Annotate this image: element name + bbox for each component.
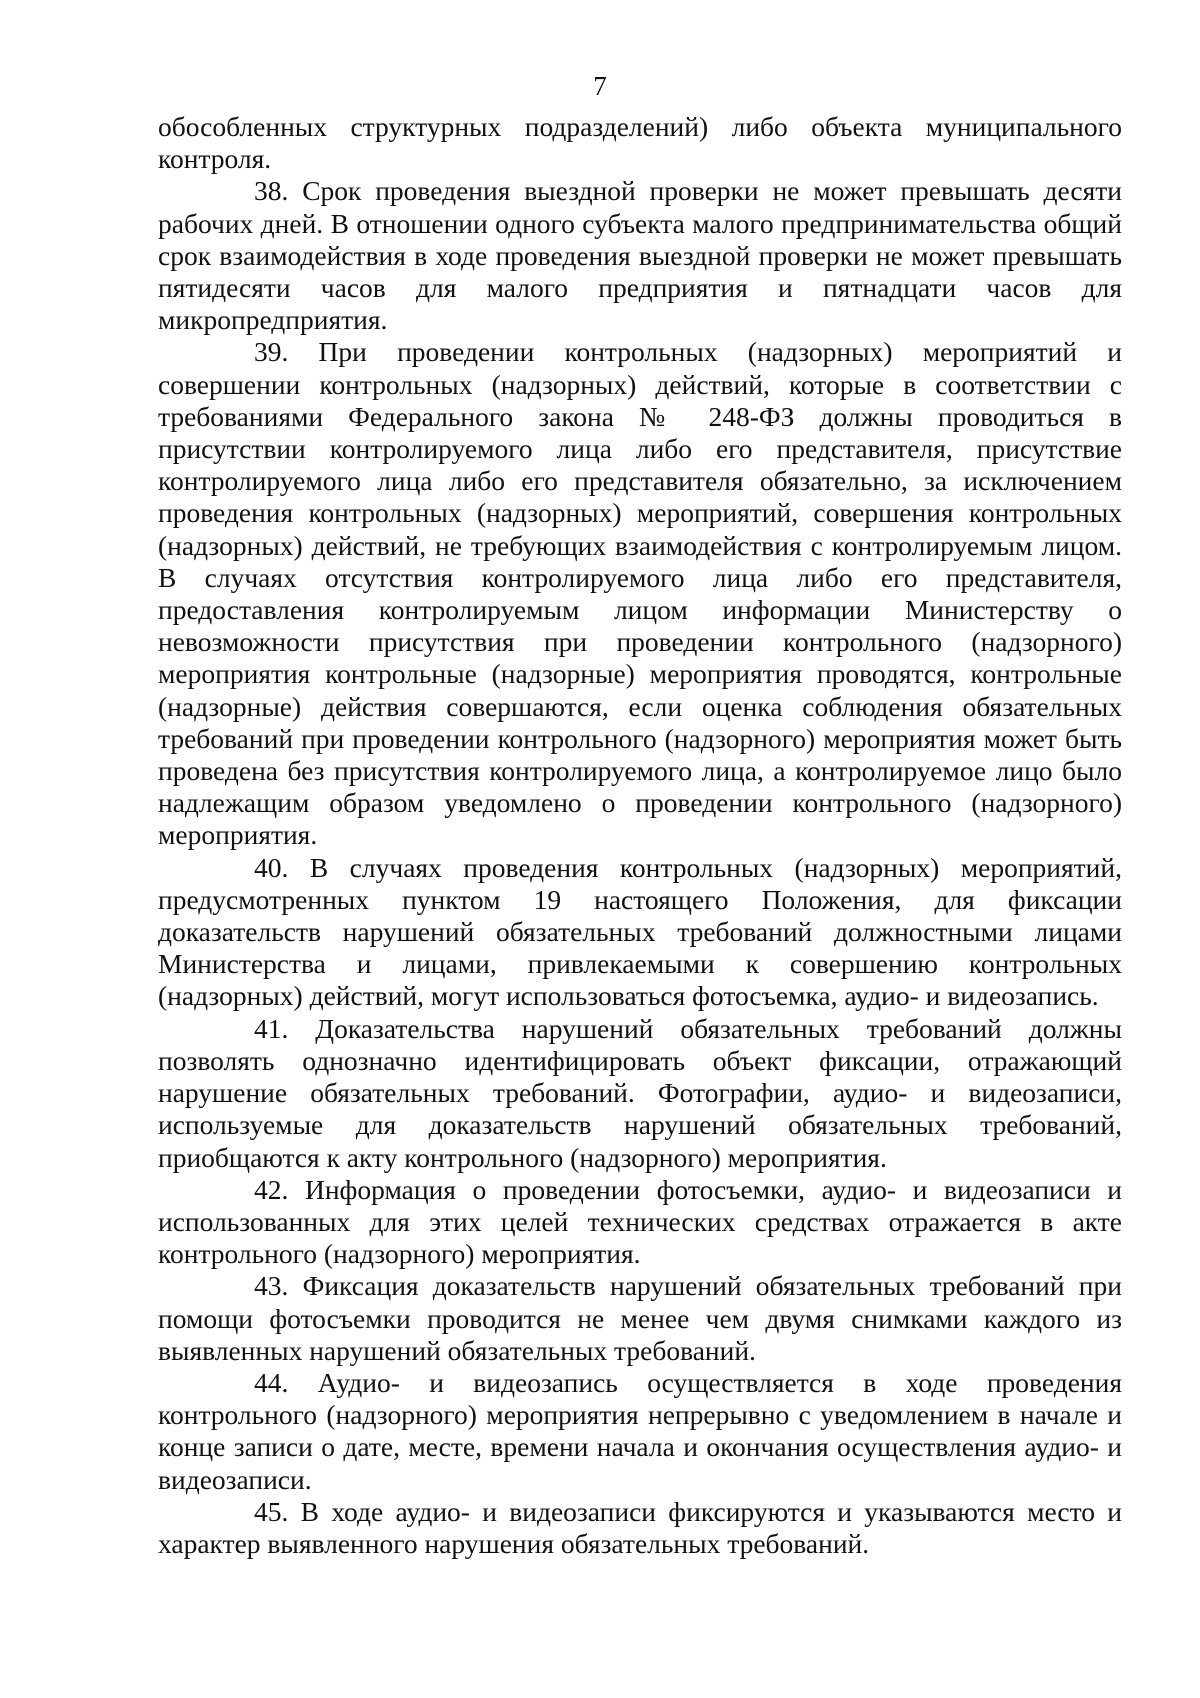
paragraph-40: 40. В случаях проведения контрольных (надзорных) мероприятий, предусмотренных пунктом 19 настоящего Положения, для фиксации доказательств нарушений обязательных требований должностными лицами Министерства и лицами, привлекаемыми к совершению контрольных (надзорных) действий, могут использоваться фотосъемка, аудио- и видеозапись. bbox=[158, 851, 1122, 1012]
paragraph-42: 42. Информация о проведении фотосъемки, аудио- и видеозаписи и использованных для этих целей технических средствах отражается в акте контрольного (надзорного) мероприятия. bbox=[158, 1173, 1122, 1270]
page-number: 7 bbox=[593, 71, 607, 101]
document-body bbox=[158, 111, 1122, 1560]
paragraph-43: 43. Фиксация доказательств нарушений обязательных требований при помощи фотосъемки проводится не менее чем двумя снимками каждого из выявленных нарушений обязательных требований. bbox=[158, 1270, 1122, 1366]
paragraph-44: 44. Аудио- и видеозапись осуществляется в ходе проведения контрольного (надзорного) мероприятия непрерывно с уведомлением в начале и конце записи о дате, месте, времени начала и окончания осуществления аудио- и видеозаписи. bbox=[158, 1366, 1122, 1495]
paragraph-38: 38. Срок проведения выездной проверки не может превышать десяти рабочих дней. В отношении одного субъекта малого предпринимательства общий срок взаимодействия в ходе проведения выездной проверки не может превышать пятидесяти часов для малого предприятия и пятнадцати часов для микропредприятия. bbox=[158, 175, 1122, 336]
paragraph-45: 45. В ходе аудио- и видеозаписи фиксируются и указываются место и характер выявленного нарушения обязательных требований. bbox=[158, 1495, 1122, 1559]
paragraph-41: 41. Доказательства нарушений обязательных требований должны позволять однозначно идентифицировать объект фиксации, отражающий нарушение обязательных требований. Фотографии, аудио- и видеозаписи, используемые для доказательств нарушений обязательных требований, приобщаются к акту контрольного (надзорного) мероприятия. bbox=[158, 1012, 1122, 1173]
paragraph-39: 39. При проведении контрольных (надзорных) мероприятий и совершении контрольных (надзорных) действий, которые в соответствии с требованиями Федерального закона № 248-ФЗ должны проводиться в присутствии контролируемого лица либо его представителя, присутствие контролируемого лица либо его представителя обязательно, за исключением проведения контрольных (надзорных) мероприятий, совершения контрольных (надзорных) действий, не требующих взаимодействия с контролируемым лицом. В случаях отсутствия контролируемого лица либо его представителя, предоставления контролируемым лицом информации Министерству о невозможности присутствия при проведении контрольного (надзорного) мероприятия контрольные (надзорные) мероприятия проводятся, контрольные (надзорные) действия совершаются, если оценка соблюдения обязательных требований при проведении контрольного (надзорного) мероприятия может быть проведена без присутствия контролируемого лица, а контролируемое лицо было надлежащим образом уведомлено о проведении контрольного (надзорного) мероприятия. bbox=[158, 336, 1122, 851]
paragraph-continuation: обособленных структурных подразделений) либо объекта муниципального контроля. bbox=[158, 111, 1122, 175]
